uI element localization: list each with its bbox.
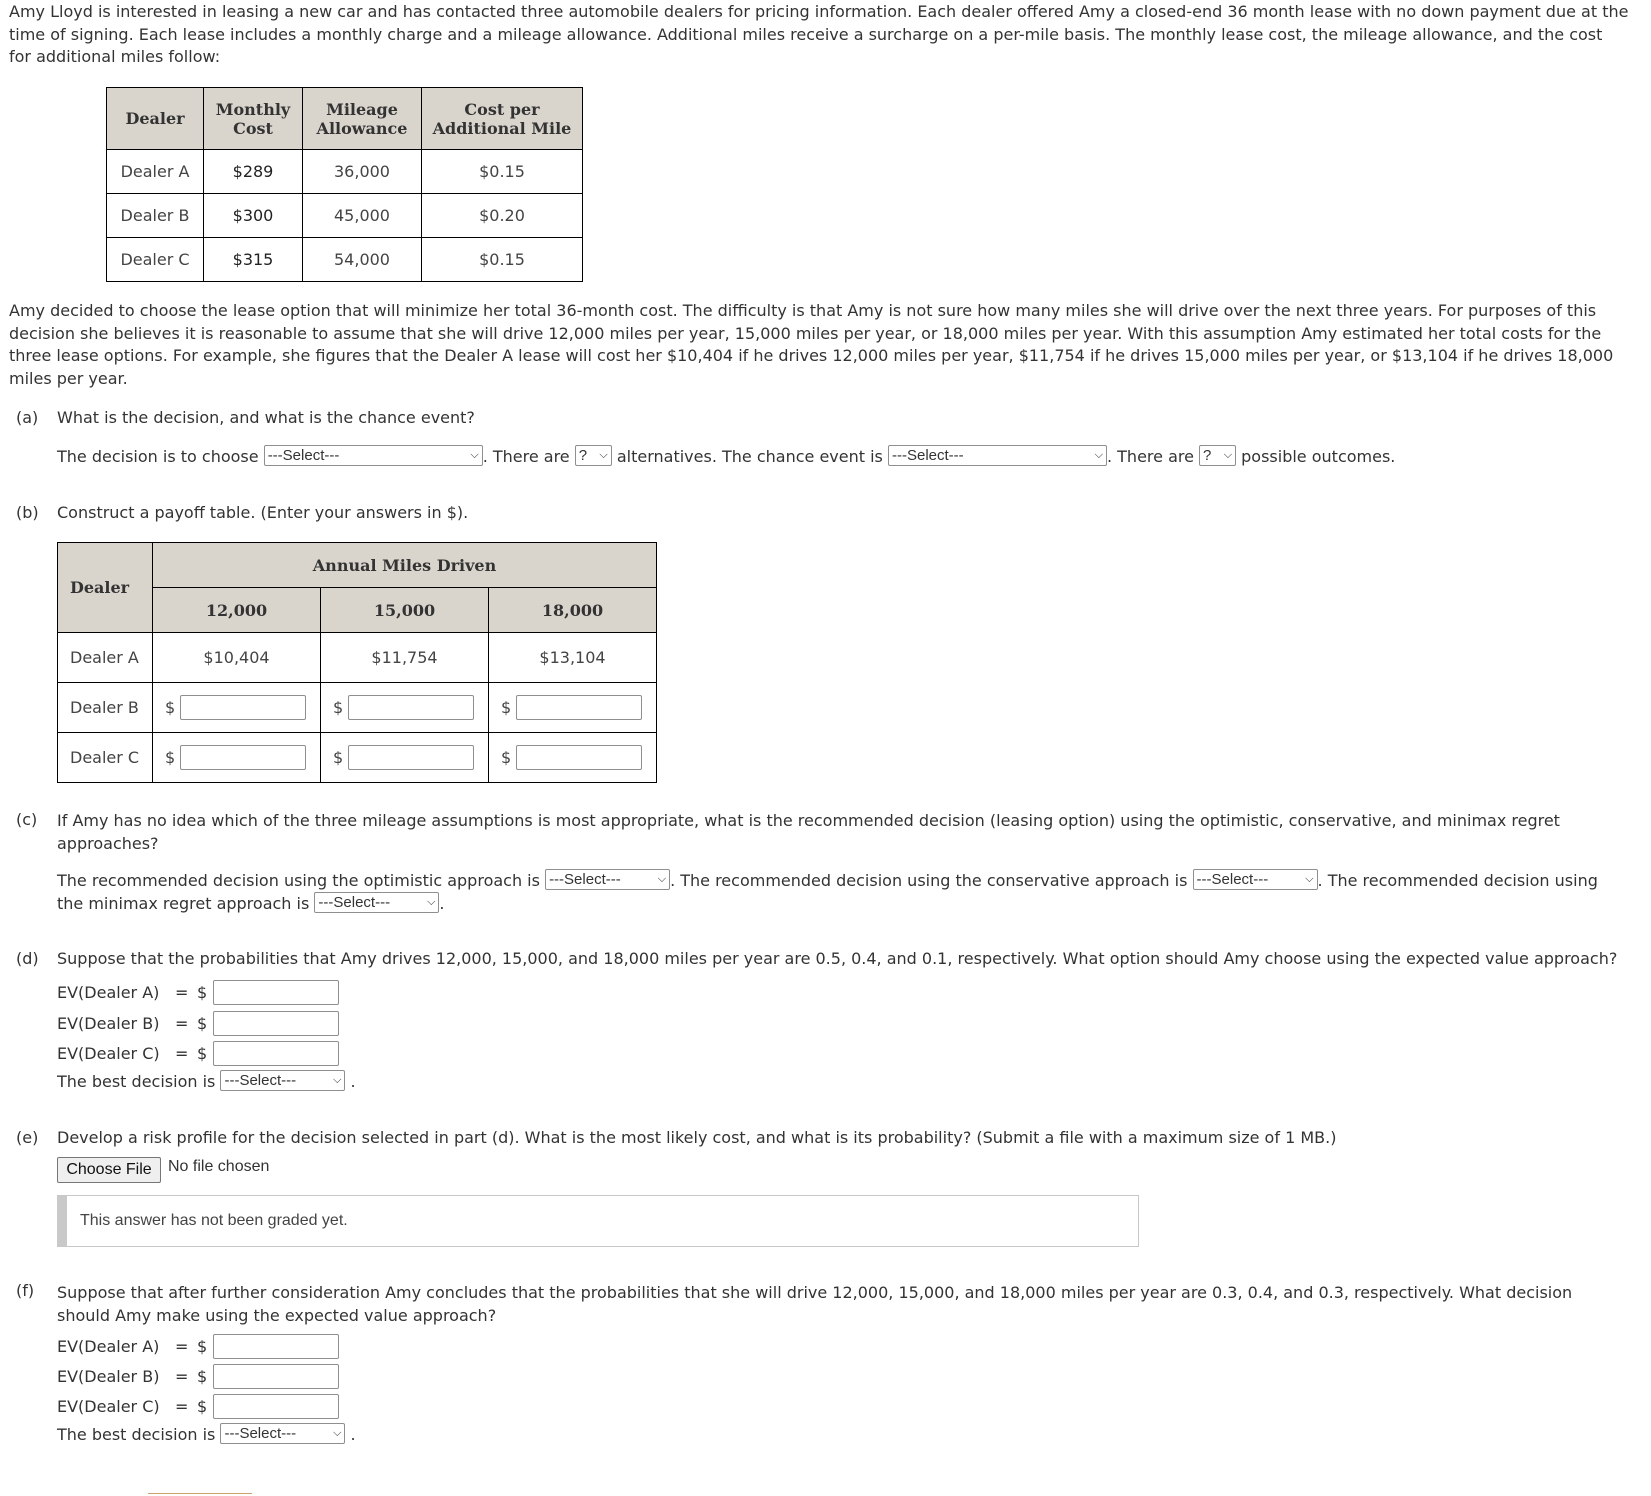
part-e-letter: (e) xyxy=(16,1128,39,1147)
table-row xyxy=(107,238,583,282)
row-label-dealer-a: Dealer A xyxy=(58,633,153,683)
choose-file-button[interactable]: Choose File xyxy=(57,1157,161,1183)
payoff-b-15000-input[interactable] xyxy=(348,695,474,720)
part-d-best-line: The best decision is ---Select--- ⌵ . xyxy=(57,1072,356,1091)
part-e-question: Develop a risk profile for the decision selected in part (d). What is the most likely cost, and what is its probability? (Submit a file with a maximum size of 1 MB.) xyxy=(57,1128,1337,1147)
table-row xyxy=(58,633,657,683)
chevron-down-icon: ⌵ xyxy=(427,896,436,908)
alternatives-count-select[interactable]: ? ⌵ xyxy=(575,445,612,466)
payoff-c-15000-input[interactable] xyxy=(348,745,474,770)
chance-event-select[interactable]: ---Select--- ⌵ xyxy=(888,445,1107,466)
ev-label: EV(Dealer A) xyxy=(57,982,160,1002)
chevron-down-icon: ⌵ xyxy=(1094,449,1103,461)
column-12000: 12,000 xyxy=(153,588,321,633)
row-label-dealer-c: Dealer C xyxy=(58,733,153,783)
ev-row: EV(Dealer C) = $ xyxy=(57,1393,339,1419)
payoff-c-15000-cell: $ xyxy=(321,733,489,783)
part-c-answer-line-2: the minimax regret approach is ---Select--- ⌵ . xyxy=(57,894,445,913)
context-line: decision she believes it is reasonable to assume that she will drive 12,000 miles per year, 15,000 miles per year, or 18,000 miles per year. With this assumption Amy estimated her total costs for the xyxy=(9,323,1602,343)
best-decision-d-select[interactable]: ---Select--- ⌵ xyxy=(220,1070,345,1091)
payoff-c-18000-input[interactable] xyxy=(516,745,642,770)
minimax-regret-select[interactable]: ---Select--- ⌵ xyxy=(314,892,439,913)
row-label-dealer-b: Dealer B xyxy=(58,683,153,733)
cell-mileage: 54,000 xyxy=(303,238,422,282)
payoff-c-18000-cell: $ xyxy=(489,733,657,783)
best-decision-f-select[interactable]: ---Select--- ⌵ xyxy=(220,1423,345,1444)
payoff-b-18000-cell: $ xyxy=(489,683,657,733)
table-row xyxy=(58,683,657,733)
ev-label: EV(Dealer B) xyxy=(57,1013,160,1033)
chevron-down-icon: ⌵ xyxy=(1223,449,1233,461)
payoff-header-row xyxy=(58,543,657,588)
part-c-letter: (c) xyxy=(16,810,38,829)
cell-monthly-cost: $300 xyxy=(204,194,303,238)
chevron-down-icon: ⌵ xyxy=(599,449,608,461)
part-a-question: What is the decision, and what is the chance event? xyxy=(57,408,475,427)
ev-row: EV(Dealer A) = $ xyxy=(57,1333,339,1359)
divider xyxy=(148,1493,252,1494)
part-f-best-line: The best decision is ---Select--- ⌵ . xyxy=(57,1425,356,1444)
ev-row: EV(Dealer B) = $ xyxy=(57,1363,339,1389)
payoff-table xyxy=(57,542,657,783)
ev-dealer-b-f-input[interactable] xyxy=(213,1364,339,1389)
cell-cost-per-mile: $0.20 xyxy=(422,194,583,238)
header-mileage-allowance: Mileage Allowance xyxy=(303,88,422,150)
graded-notice: This answer has not been graded yet. xyxy=(57,1195,1139,1247)
context-line: miles per year. xyxy=(9,368,128,388)
cell-dealer: Dealer C xyxy=(107,238,204,282)
decision-select[interactable]: ---Select--- ⌵ xyxy=(264,445,483,466)
payoff-b-15000-cell: $ xyxy=(321,683,489,733)
context-paragraph xyxy=(9,300,1649,390)
ev-dealer-a-f-input[interactable] xyxy=(213,1334,339,1359)
cell-mileage: 36,000 xyxy=(303,150,422,194)
chevron-down-icon: ⌵ xyxy=(333,1074,342,1086)
header-cost-per-additional-mile: Cost per Additional Mile xyxy=(422,88,583,150)
ev-dealer-a-d-input[interactable] xyxy=(213,980,339,1005)
ev-label: EV(Dealer B) xyxy=(57,1366,160,1386)
part-d-letter: (d) xyxy=(16,949,39,968)
cell-mileage: 45,000 xyxy=(303,194,422,238)
cell-cost-per-mile: $0.15 xyxy=(422,150,583,194)
outcomes-count-select[interactable]: ? ⌵ xyxy=(1199,445,1236,466)
column-15000: 15,000 xyxy=(321,588,489,633)
payoff-b-18000-input[interactable] xyxy=(516,695,642,720)
ev-dealer-c-d-input[interactable] xyxy=(213,1041,339,1066)
part-d-question: Suppose that the probabilities that Amy drives 12,000, 15,000, and 18,000 miles per year are 0.5, 0.4, and 0.1, respectively. What option should Amy choose using the expected value approach? xyxy=(57,949,1618,968)
part-b-question: Construct a payoff table. (Enter your answers in $). xyxy=(57,503,469,522)
chevron-down-icon: ⌵ xyxy=(333,1427,342,1439)
annual-miles-header: Annual Miles Driven xyxy=(153,543,657,588)
cell-monthly-cost: $315 xyxy=(204,238,303,282)
table-row xyxy=(58,733,657,783)
payoff-dealer-header: Dealer xyxy=(58,543,153,633)
ev-row: EV(Dealer C) = $ xyxy=(57,1040,339,1066)
intro-line: time of signing. Each lease includes a monthly charge and a mileage allowance. Additional miles receive a surcharge on a per-mile basis. The monthly lease cost, the mileage allowance, and the cost xyxy=(9,24,1603,44)
payoff-c-12000-cell: $ xyxy=(153,733,321,783)
part-c-answer-line-1: The recommended decision using the optimistic approach is ---Select--- ⌵ . The recommended decision using the conservative approach is ---Select--- ⌵ . The recommended decision using xyxy=(57,871,1598,890)
ev-label: EV(Dealer A) xyxy=(57,1336,160,1356)
payoff-b-12000-input[interactable] xyxy=(180,695,306,720)
intro-paragraph xyxy=(9,1,1649,69)
ev-label: EV(Dealer C) xyxy=(57,1043,160,1063)
part-b-letter: (b) xyxy=(16,503,39,522)
part-a-letter: (a) xyxy=(16,408,39,427)
part-f-letter: (f) xyxy=(16,1281,35,1300)
ev-row: EV(Dealer A) = $ xyxy=(57,979,339,1005)
chevron-down-icon: ⌵ xyxy=(470,449,479,461)
part-c-question: If Amy has no idea which of the three mileage assumptions is most appropriate, what is the recommended decision (leasing option) using the optimistic, conservative, and minimax regret approaches? xyxy=(57,811,1560,853)
payoff-c-12000-input[interactable] xyxy=(180,745,306,770)
chevron-down-icon: ⌵ xyxy=(1305,873,1314,885)
context-line: three lease options. For example, she figures that the Dealer A lease will cost her $10,404 if he drives 12,000 miles per year, $11,754 if he drives 15,000 miles per year, or $13,104 if he drives 18,000 xyxy=(9,346,1614,365)
payoff-b-12000-cell: $ xyxy=(153,683,321,733)
cell-dealer: Dealer A xyxy=(107,150,204,194)
ev-row: EV(Dealer B) = $ xyxy=(57,1010,339,1036)
part-a-answer-line: The decision is to choose ---Select--- ⌵ . There are ? ⌵ alternatives. The chance event is ---Select--- ⌵ . There are ? ⌵ possible outcomes. xyxy=(57,447,1396,466)
file-status: No file chosen xyxy=(168,1158,270,1175)
intro-line: for additional miles follow: xyxy=(9,47,221,66)
cell-dealer: Dealer B xyxy=(107,194,204,238)
ev-dealer-c-f-input[interactable] xyxy=(213,1394,339,1419)
part-f-question: Suppose that after further consideration Amy concludes that the probabilities that she will drive 12,000, 15,000, and 18,000 miles per year are 0.3, 0.4, and 0.3, respectively. What decision should Amy make using the expected value approach? xyxy=(57,1283,1573,1325)
header-monthly-cost: Monthly Cost xyxy=(204,88,303,150)
column-18000: 18,000 xyxy=(489,588,657,633)
chevron-down-icon: ⌵ xyxy=(657,873,667,885)
intro-line: Amy Lloyd is interested in leasing a new car and has contacted three automobile dealers for pricing information. Each dealer offered Amy a closed-end 36 month lease with no down payment due at the xyxy=(9,2,1629,21)
payoff-a-15000: $11,754 xyxy=(321,633,489,683)
optimistic-select[interactable]: ---Select--- ⌵ xyxy=(545,869,670,890)
payoff-a-18000: $13,104 xyxy=(489,633,657,683)
table-row xyxy=(107,194,583,238)
payoff-a-12000: $10,404 xyxy=(153,633,321,683)
lease-info-header-row xyxy=(107,88,583,150)
cell-cost-per-mile: $0.15 xyxy=(422,238,583,282)
context-line: Amy decided to choose the lease option that will minimize her total 36-month cost. The difficulty is that Amy is not sure how many miles she will drive over the next three years. For purposes of this xyxy=(9,301,1597,320)
table-row xyxy=(107,150,583,194)
conservative-select[interactable]: ---Select--- ⌵ xyxy=(1193,869,1318,890)
ev-dealer-b-d-input[interactable] xyxy=(213,1011,339,1036)
ev-label: EV(Dealer C) xyxy=(57,1396,160,1416)
lease-info-table xyxy=(106,87,583,282)
header-dealer: Dealer xyxy=(107,88,204,150)
cell-monthly-cost: $289 xyxy=(204,150,303,194)
